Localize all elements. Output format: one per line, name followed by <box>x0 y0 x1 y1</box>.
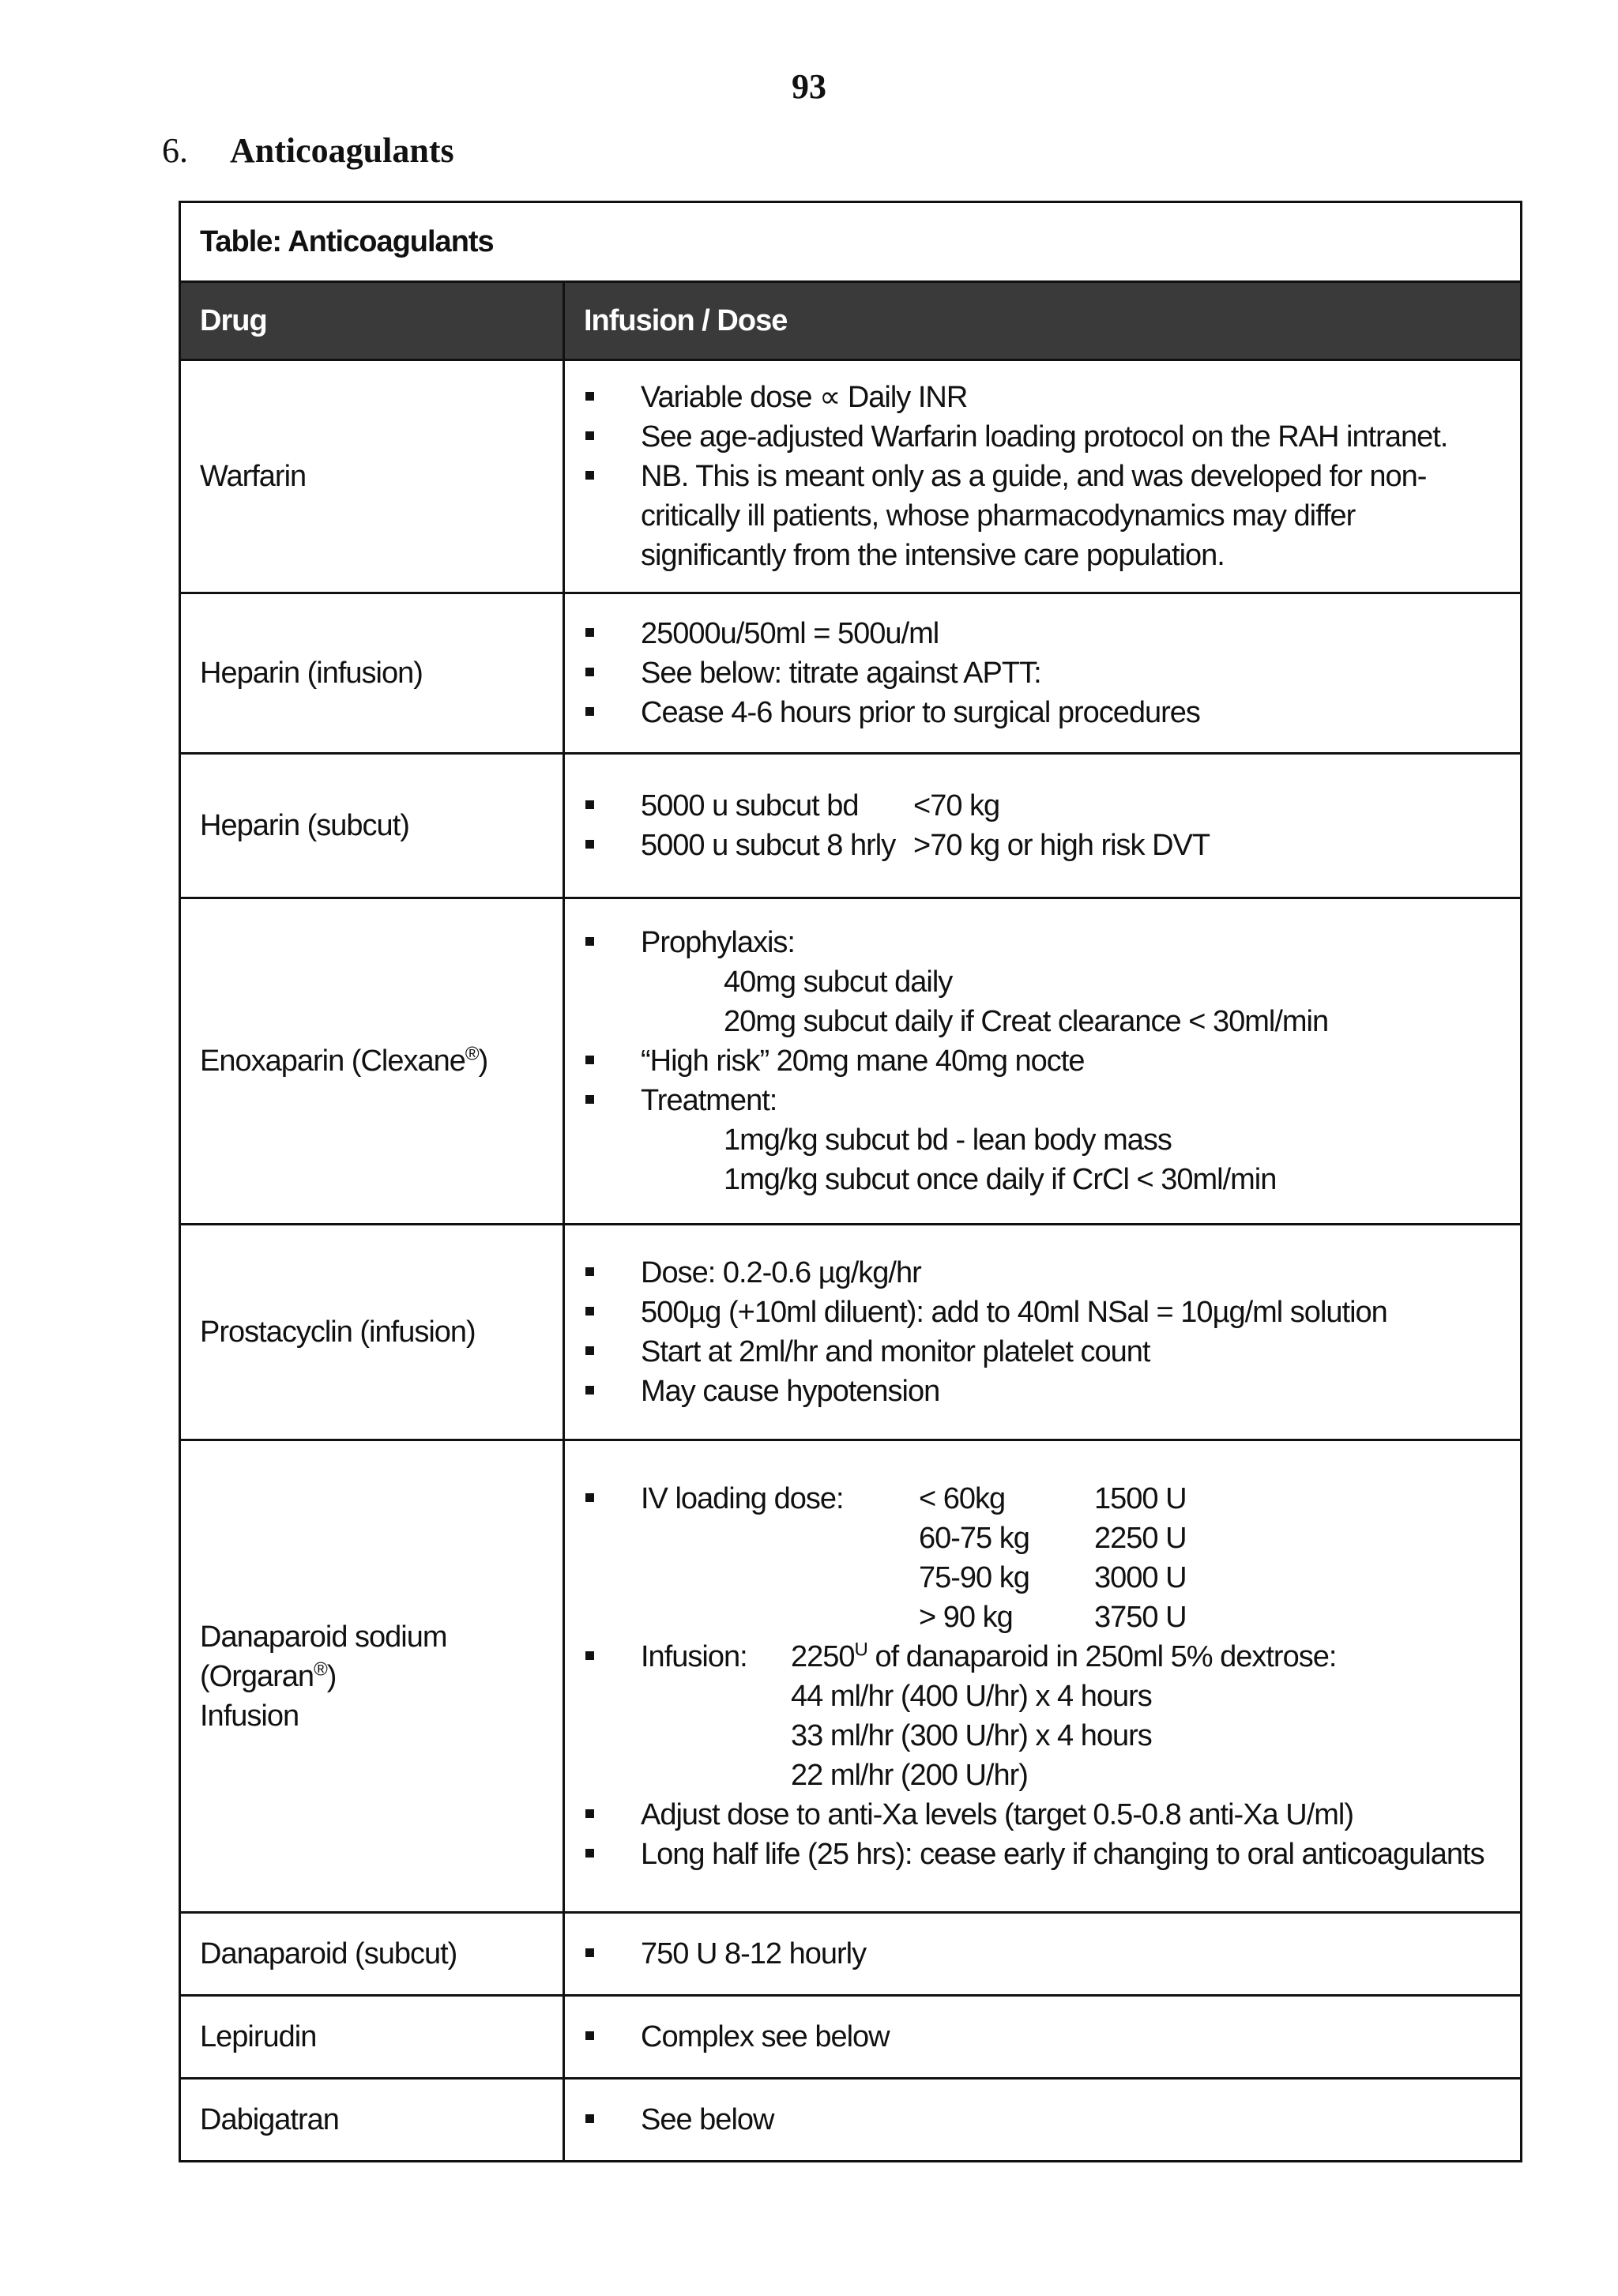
list-item: Cease 4-6 hours prior to surgical procedures <box>585 693 1501 732</box>
bullet-icon <box>585 1849 594 1858</box>
sub-line: 1mg/kg subcut once daily if CrCl < 30ml/min <box>724 1163 1277 1196</box>
list-item: 500µg (+10ml diluent): add to 40ml NSal = 10µg/ml solution <box>585 1293 1501 1332</box>
table-row <box>180 898 1522 1225</box>
bullet-icon <box>585 1493 594 1502</box>
section-heading <box>162 130 454 171</box>
table-row <box>180 1440 1522 1913</box>
drug-name: Prostacyclin (infusion) <box>180 1225 564 1440</box>
bullet-icon <box>585 392 594 401</box>
bullet-icon <box>585 471 594 480</box>
column-header-drug: Drug <box>180 282 564 360</box>
bullet-icon <box>585 1095 594 1104</box>
table-row <box>180 1225 1522 1440</box>
list-item: See below: titrate against APTT: <box>585 653 1501 693</box>
page-number: 93 <box>792 67 826 106</box>
loading-row: 75-90 kg 3000 U <box>919 1560 1187 1594</box>
list-item: “High risk” 20mg mane 40mg nocte <box>585 1041 1501 1081</box>
list-item: May cause hypotension <box>585 1372 1501 1411</box>
loading-row: IV loading dose: < 60kg 1500 U <box>641 1481 1187 1515</box>
list-item: See age-adjusted Warfarin loading protocol on the RAH intranet. <box>585 417 1501 457</box>
list-item: Treatment: 1mg/kg subcut bd - lean body mass 1mg/kg subcut once daily if CrCl < 30ml/min <box>585 1081 1501 1199</box>
list-item: NB. This is meant only as a guide, and was developed for non-critically ill patients, whose pharmacodynamics may differ significantly from the intensive care population. <box>585 457 1501 575</box>
list-item: 25000u/50ml = 500u/ml <box>585 614 1501 653</box>
drug-name: Warfarin <box>180 360 564 593</box>
bullet-icon <box>585 1307 594 1315</box>
drug-name: Danaparoid (subcut) <box>180 1913 564 1996</box>
sub-line: 40mg subcut daily <box>724 965 953 999</box>
dose-cell <box>564 754 1522 898</box>
list-item: Adjust dose to anti-Xa levels (target 0.5-0.8 anti-Xa U/ml) <box>585 1795 1501 1835</box>
sub-line: 22 ml/hr (200 U/hr) <box>791 1758 1028 1792</box>
bullet-icon <box>585 628 594 637</box>
list-item: Start at 2ml/hr and monitor platelet count <box>585 1332 1501 1372</box>
dose-cell <box>564 1996 1522 2079</box>
dose-cell <box>564 1913 1522 1996</box>
table-row <box>180 593 1522 754</box>
bullet-icon <box>585 1386 594 1395</box>
list-item: 5000 u subcut bd <70 kg <box>585 786 1501 826</box>
bullet-icon <box>585 668 594 676</box>
drug-name: Heparin (subcut) <box>180 754 564 898</box>
bullet-icon <box>585 1346 594 1355</box>
table-row <box>180 1996 1522 2079</box>
bullet-icon <box>585 840 594 849</box>
loading-row: > 90 kg 3750 U <box>919 1600 1187 1634</box>
bullet-icon <box>585 800 594 809</box>
sub-line: 1mg/kg subcut bd - lean body mass <box>724 1124 1172 1157</box>
table-row <box>180 754 1522 898</box>
drug-name: Lepirudin <box>180 1996 564 2079</box>
dose-cell <box>564 1225 1522 1440</box>
list-item: Dose: 0.2-0.6 µg/kg/hr <box>585 1253 1501 1293</box>
anticoagulants-table <box>179 201 1522 2162</box>
bullet-icon <box>585 1809 594 1818</box>
sub-line: 20mg subcut daily if Creat clearance < 30ml/min <box>724 1005 1329 1038</box>
table-caption: Table: Anticoagulants <box>180 202 1522 282</box>
bullet-icon <box>585 1948 594 1957</box>
dose-list <box>585 1253 1501 1411</box>
table-header-row <box>180 282 1522 360</box>
list-item: 750 U 8-12 hourly <box>585 1934 1501 1974</box>
sub-line: 33 ml/hr (300 U/hr) x 4 hours <box>791 1718 1152 1752</box>
dose-list <box>585 2017 1501 2057</box>
section-title: Anticoagulants <box>230 131 454 170</box>
drug-name: Danaparoid sodium (Orgaran®) Infusion <box>180 1440 564 1913</box>
list-item: 5000 u subcut 8 hrly >70 kg or high risk DVT <box>585 826 1501 865</box>
dose-list <box>585 2100 1501 2140</box>
list-item: Long half life (25 hrs): cease early if changing to oral anticoagulants <box>585 1835 1501 1874</box>
bullet-icon <box>585 1267 594 1276</box>
list-item: Prophylaxis: 40mg subcut daily 20mg subcut daily if Creat clearance < 30ml/min <box>585 923 1501 1041</box>
list-item <box>585 1479 1501 1637</box>
bullet-icon <box>585 431 594 440</box>
bullet-icon <box>585 707 594 716</box>
bullet-icon <box>585 1056 594 1064</box>
dose-cell <box>564 1440 1522 1913</box>
loading-row: 60-75 kg 2250 U <box>919 1521 1187 1555</box>
drug-name: Heparin (infusion) <box>180 593 564 754</box>
list-item: Complex see below <box>585 2017 1501 2057</box>
dose-list <box>585 1934 1501 1974</box>
dose-cell <box>564 2079 1522 2162</box>
dose-list <box>585 1479 1501 1874</box>
infusion-line: Infusion: $2250^U$ of danaparoid in 250ml 5% dextrose: <box>641 1638 1337 1673</box>
column-header-dose: Infusion / Dose <box>564 282 1522 360</box>
list-item <box>585 1637 1501 1795</box>
list-item: Variable dose ∝ Daily INR <box>585 378 1501 417</box>
dose-cell <box>564 360 1522 593</box>
dose-cell <box>564 898 1522 1225</box>
table-row <box>180 2079 1522 2162</box>
section-number: 6. <box>162 131 188 170</box>
bullet-icon <box>585 937 594 946</box>
dose-list <box>585 378 1501 575</box>
drug-name: Dabigatran <box>180 2079 564 2162</box>
dose-list <box>585 786 1501 865</box>
drug-name: Enoxaparin (Clexane®) <box>180 898 564 1225</box>
table-row <box>180 1913 1522 1996</box>
table-row <box>180 360 1522 593</box>
bullet-icon <box>585 1651 594 1660</box>
dose-cell <box>564 593 1522 754</box>
dose-list <box>585 614 1501 732</box>
dose-list <box>585 923 1501 1199</box>
list-item: See below <box>585 2100 1501 2140</box>
bullet-icon <box>585 2114 594 2123</box>
sub-line: 44 ml/hr (400 U/hr) x 4 hours <box>791 1679 1152 1713</box>
bullet-icon <box>585 2031 594 2040</box>
